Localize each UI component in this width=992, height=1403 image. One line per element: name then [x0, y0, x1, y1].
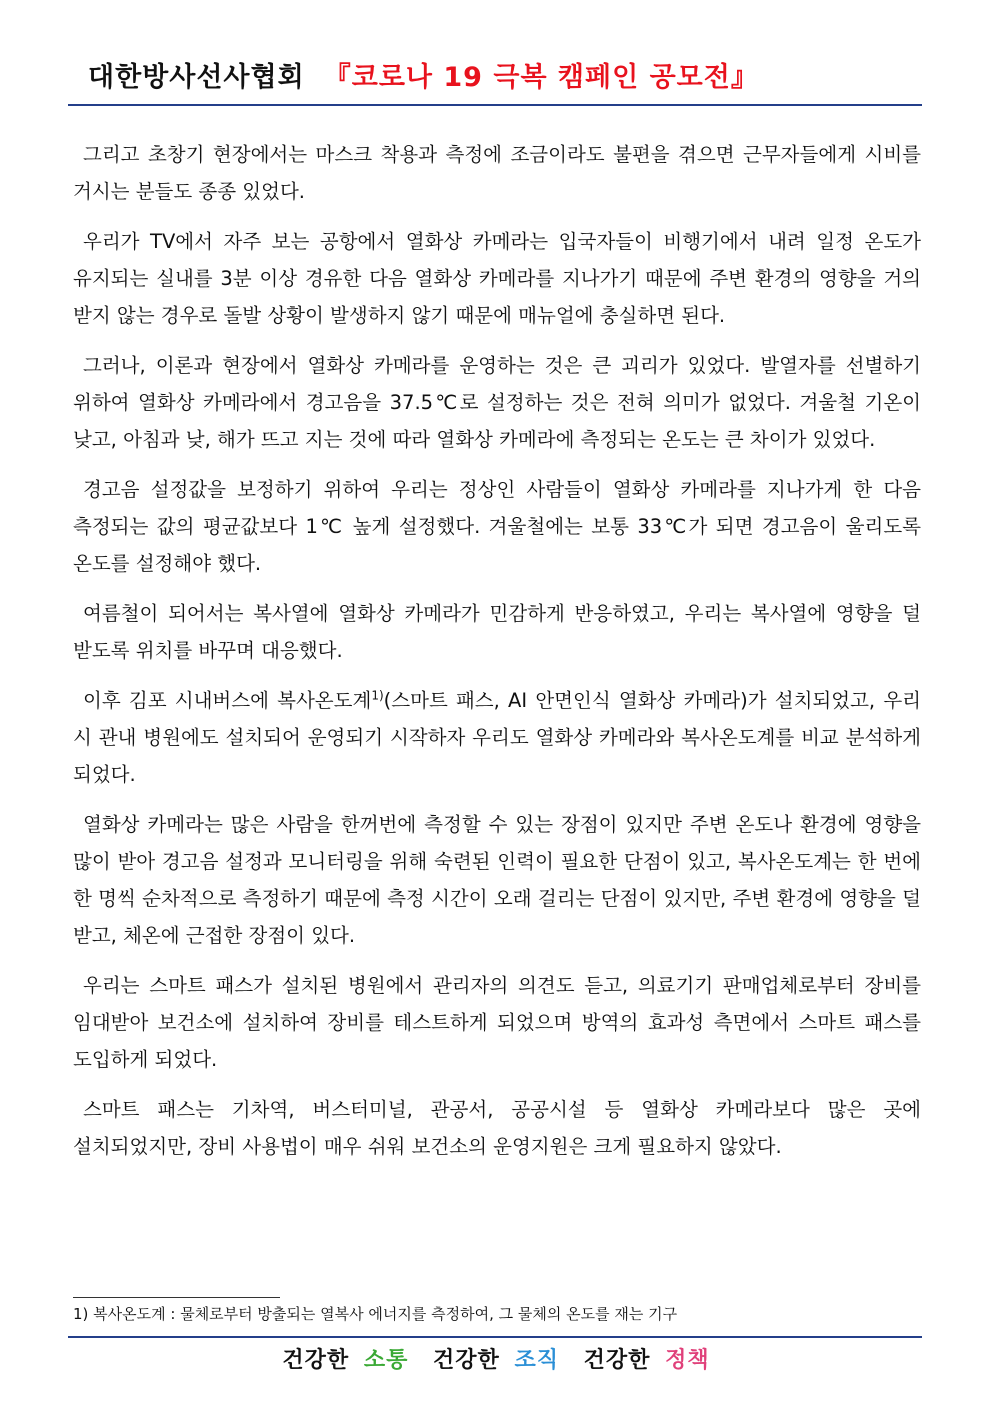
header-divider — [68, 104, 922, 106]
paragraph: 열화상 카메라는 많은 사람을 한꺼번에 측정할 수 있는 장점이 있지만 주변 온도나 환경에 영향을 많이 받아 경고음 설정과 모니터링을 위해 숙련된 인력이 필요한 단점이 있고, 복사온도계는 한 번에 한 명씩 순차적으로 측정하기 때문에 측정 시간이 오래 걸리는 단점이 있지만, 주변 환경에 영향을 덜 받고, 체온에 근접한 장점이 있다. — [73, 813, 921, 947]
paragraph-with-footnote — [73, 682, 921, 793]
paragraph: 우리는 스마트 패스가 설치된 병원에서 관리자의 의견도 듣고, 의료기기 판매업체로부터 장비를 임대받아 보건소에 설치하여 장비를 테스트하게 되었으며 방역의 효과성 측면에서 스마트 패스를 도입하게 되었다. — [73, 974, 921, 1071]
slogan-word-policy: 정책 — [665, 1348, 710, 1373]
campaign-title: 『코로나 19 극복 캠페인 공모전』 — [323, 62, 759, 93]
footnote: 1) 복사온도계 : 물체로부터 방출되는 열복사 에너지를 측정하여, 그 물체의 온도를 재는 기구 — [73, 1305, 678, 1323]
paragraph: 스마트 패스는 기차역, 버스터미널, 관공서, 공공시설 등 열화상 카메라보다 많은 곳에 설치되었지만, 장비 사용법이 매우 쉬워 보건소의 운영지원은 크게 필요하지 않았다. — [73, 1098, 921, 1158]
slogan-prefix: 건강한 — [282, 1348, 350, 1373]
footer-divider — [68, 1336, 922, 1338]
slogan-prefix: 건강한 — [583, 1348, 651, 1373]
organization-title: 대한방사선사협회 — [88, 62, 305, 93]
paragraph-text: (스마트 패스, AI 안면인식 열화상 카메라)가 설치되었고, 우리 시 관내 병원에도 설치되어 운영되기 시작하자 우리도 열화상 카메라와 복사온도계를 비교 분석하게 되었다. — [73, 689, 921, 786]
footnote-separator — [73, 1297, 280, 1298]
paragraph: 여름철이 되어서는 복사열에 열화상 카메라가 민감하게 반응하였고, 우리는 복사열에 영향을 덜 받도록 위치를 바꾸며 대응했다. — [73, 602, 921, 662]
paragraph: 우리가 TV에서 자주 보는 공항에서 열화상 카메라는 입국자들이 비행기에서 내려 일정 온도가 유지되는 실내를 3분 이상 경유한 다음 열화상 카메라를 지나가기 때문에 주변 환경의 영향을 거의 받지 않는 경우로 돌발 상황이 발생하지 않기 때문에 매뉴얼에 충실하면 된다. — [73, 230, 921, 327]
footnote-reference[interactable]: 1) — [371, 688, 384, 703]
paragraph: 그리고 초창기 현장에서는 마스크 착용과 측정에 조금이라도 불편을 겪으면 근무자들에게 시비를 거시는 분들도 종종 있었다. — [73, 143, 921, 203]
slogan-prefix: 건강한 — [433, 1348, 500, 1373]
document-body — [73, 136, 921, 1178]
slogan-word-organization: 조직 — [514, 1348, 559, 1373]
paragraph: 경고음 설정값을 보정하기 위하여 우리는 정상인 사람들이 열화상 카메라를 지나가게 한 다음 측정되는 값의 평균값보다 1℃ 높게 설정했다. 겨울철에는 보통 33℃가 되면 경고음이 울리도록 온도를 설정해야 했다. — [73, 478, 921, 575]
footer-slogan — [0, 1343, 992, 1374]
page-header — [88, 55, 922, 94]
slogan-word-communication: 소통 — [363, 1348, 409, 1373]
paragraph-text: 이후 김포 시내버스에 복사온도계 — [83, 689, 372, 712]
paragraph: 그러나, 이론과 현장에서 열화상 카메라를 운영하는 것은 큰 괴리가 있었다. 발열자를 선별하기 위하여 열화상 카메라에서 경고음을 37.5℃로 설정하는 것은 전혀 의미가 없었다. 겨울철 기온이 낮고, 아침과 낮, 해가 뜨고 지는 것에 따라 열화상 카메라에 측정되는 온도는 큰 차이가 있었다. — [73, 354, 921, 451]
